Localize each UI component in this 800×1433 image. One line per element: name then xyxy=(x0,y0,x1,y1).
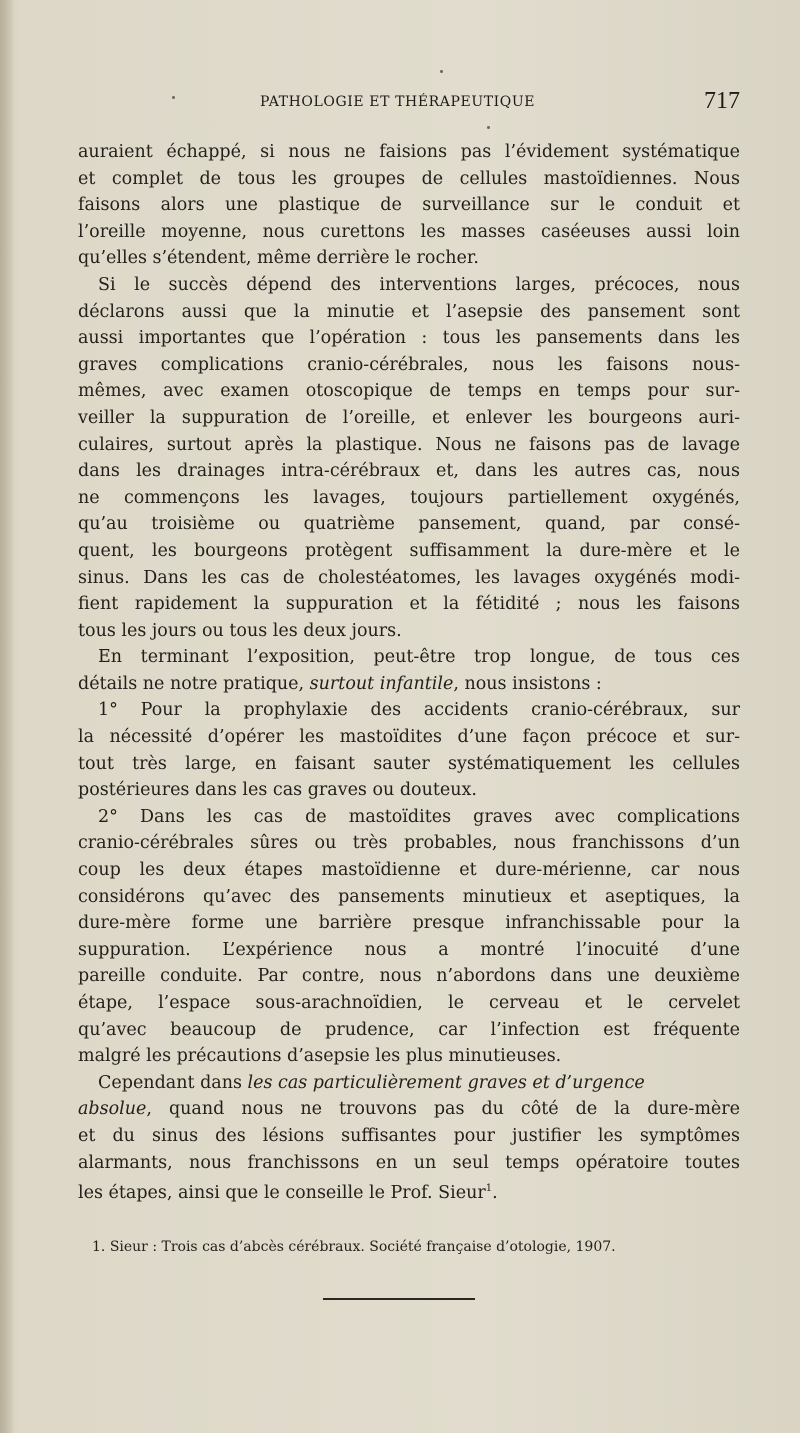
text-segment: , nous insistons : xyxy=(453,673,602,694)
text-line: faisons alors une plastique de surveillance sur le conduit et xyxy=(78,195,740,216)
text-line: cranio-cérébrales sûres ou très probables, nous franchissons d’un xyxy=(78,833,740,854)
page-number: 717 xyxy=(704,88,740,114)
text-line: qu’elles s’étendent, même derrière le rocher. xyxy=(78,248,479,269)
footnote xyxy=(92,1239,742,1255)
text-line: déclarons aussi que la minutie et l’asepsie des pansement sont xyxy=(78,301,740,322)
text-line: dure-mère forme une barrière presque infranchissable pour la xyxy=(78,913,740,934)
text-line: considérons qu’avec des pansements minutieux et aseptiques, la xyxy=(78,886,740,907)
paper-fleck xyxy=(487,126,490,129)
text-line: tout très large, en faisant sauter systématiquement les cellules xyxy=(78,753,740,774)
text-line: la nécessité d’opérer les mastoïdites d’une façon précoce et sur- xyxy=(78,727,740,748)
text-segment: détails ne notre pratique, xyxy=(78,673,310,694)
text-line: qu’avec beaucoup de prudence, car l’infection est fréquente xyxy=(78,1019,740,1040)
text-line: suppuration. L’expérience nous a montré l’inocuité d’une xyxy=(78,939,740,960)
page-header xyxy=(78,88,740,122)
italic-phrase: surtout infantile xyxy=(309,673,454,694)
footnote-text: Sieur : Trois cas d’abcès cérébraux. Société française d’otologie, 1907. xyxy=(109,1239,616,1255)
text-line-with-italic xyxy=(78,1070,740,1097)
text-line: aussi importantes que l’opération : tous les pansements dans les xyxy=(78,328,740,349)
paper-fleck xyxy=(440,70,443,73)
text-line: l’oreille moyenne, nous curettons les masses caséeuses aussi loin xyxy=(78,221,740,242)
text-line: dans les drainages intra-cérébraux et, dans les autres cas, nous xyxy=(78,461,740,482)
text-segment: . xyxy=(492,1182,498,1203)
text-line: culaires, surtout après la plastique. Nous ne faisons pas de lavage xyxy=(78,434,740,455)
binding-shadow xyxy=(0,0,14,1433)
text-line: étape, l’espace sous-arachnoïdien, le cerveau et le cervelet xyxy=(78,993,740,1013)
text-line: quent, les bourgeons protègent suffisamment la dure-mère et le xyxy=(78,540,740,561)
text-segment: , quand nous ne trouvons pas du côté de la dure-mère xyxy=(146,1099,740,1120)
text-line: Si le succès dépend des interventions larges, précoces, nous xyxy=(98,274,740,295)
text-line: alarmants, nous franchissons en un seul temps opératoire toutes xyxy=(78,1152,740,1173)
italic-phrase: absolue xyxy=(78,1099,147,1120)
body-text xyxy=(78,139,740,1203)
text-line: graves complications cranio-cérébrales, nous les faisons nous- xyxy=(78,354,740,375)
text-line: qu’au troisième ou quatrième pansement, quand, par consé- xyxy=(78,514,740,535)
text-line: malgré les précautions d’asepsie les plus minutieuses. xyxy=(78,1046,562,1067)
paper-fleck xyxy=(172,96,175,99)
text-line: auraient échappé, si nous ne faisions pas l’évidement systématique xyxy=(78,142,740,162)
text-line: mêmes, avec examen otoscopique de temps en temps pour sur- xyxy=(78,381,740,402)
text-line: ne commençons les lavages, toujours partiellement oxygénés, xyxy=(78,487,740,508)
text-line: 1° Pour la prophylaxie des accidents cranio-cérébraux, sur xyxy=(98,700,740,721)
text-line-with-italic xyxy=(78,1096,740,1123)
footnote-marker: 1. xyxy=(92,1239,106,1255)
text-line: 2° Dans les cas de mastoïdites graves avec complications xyxy=(98,806,740,827)
text-line-with-footnote-ref xyxy=(78,1176,740,1203)
text-line-with-italic xyxy=(78,671,740,698)
end-rule xyxy=(323,1298,475,1300)
running-title: PATHOLOGIE ET THÉRAPEUTIQUE xyxy=(260,94,536,110)
text-line: coup les deux étapes mastoïdienne et dure-mérienne, car nous xyxy=(78,860,740,881)
text-line: En terminant l’exposition, peut-être trop longue, de tous ces xyxy=(98,647,740,668)
text-line: et complet de tous les groupes de cellules mastoïdiennes. Nous xyxy=(78,168,740,189)
text-line: fient rapidement la suppuration et la fétidité ; nous les faisons xyxy=(78,594,740,615)
italic-phrase: les cas particulièrement graves et d’urgence xyxy=(247,1072,645,1093)
text-line: pareille conduite. Par contre, nous n’abordons dans une deuxième xyxy=(78,966,740,987)
text-line: tous les jours ou tous les deux jours. xyxy=(78,620,402,641)
text-segment: les étapes, ainsi que le conseille le Prof. Sieur xyxy=(78,1182,486,1203)
text-segment: Cependant dans xyxy=(98,1072,248,1093)
text-line: et du sinus des lésions suffisantes pour justifier les symptômes xyxy=(78,1125,740,1146)
text-line: veiller la suppuration de l’oreille, et enlever les bourgeons auri- xyxy=(78,407,740,428)
footnote-reference: 1 xyxy=(485,1183,493,1195)
text-line: postérieures dans les cas graves ou douteux. xyxy=(78,780,477,801)
text-line: sinus. Dans les cas de cholestéatomes, les lavages oxygénés modi- xyxy=(78,567,740,588)
